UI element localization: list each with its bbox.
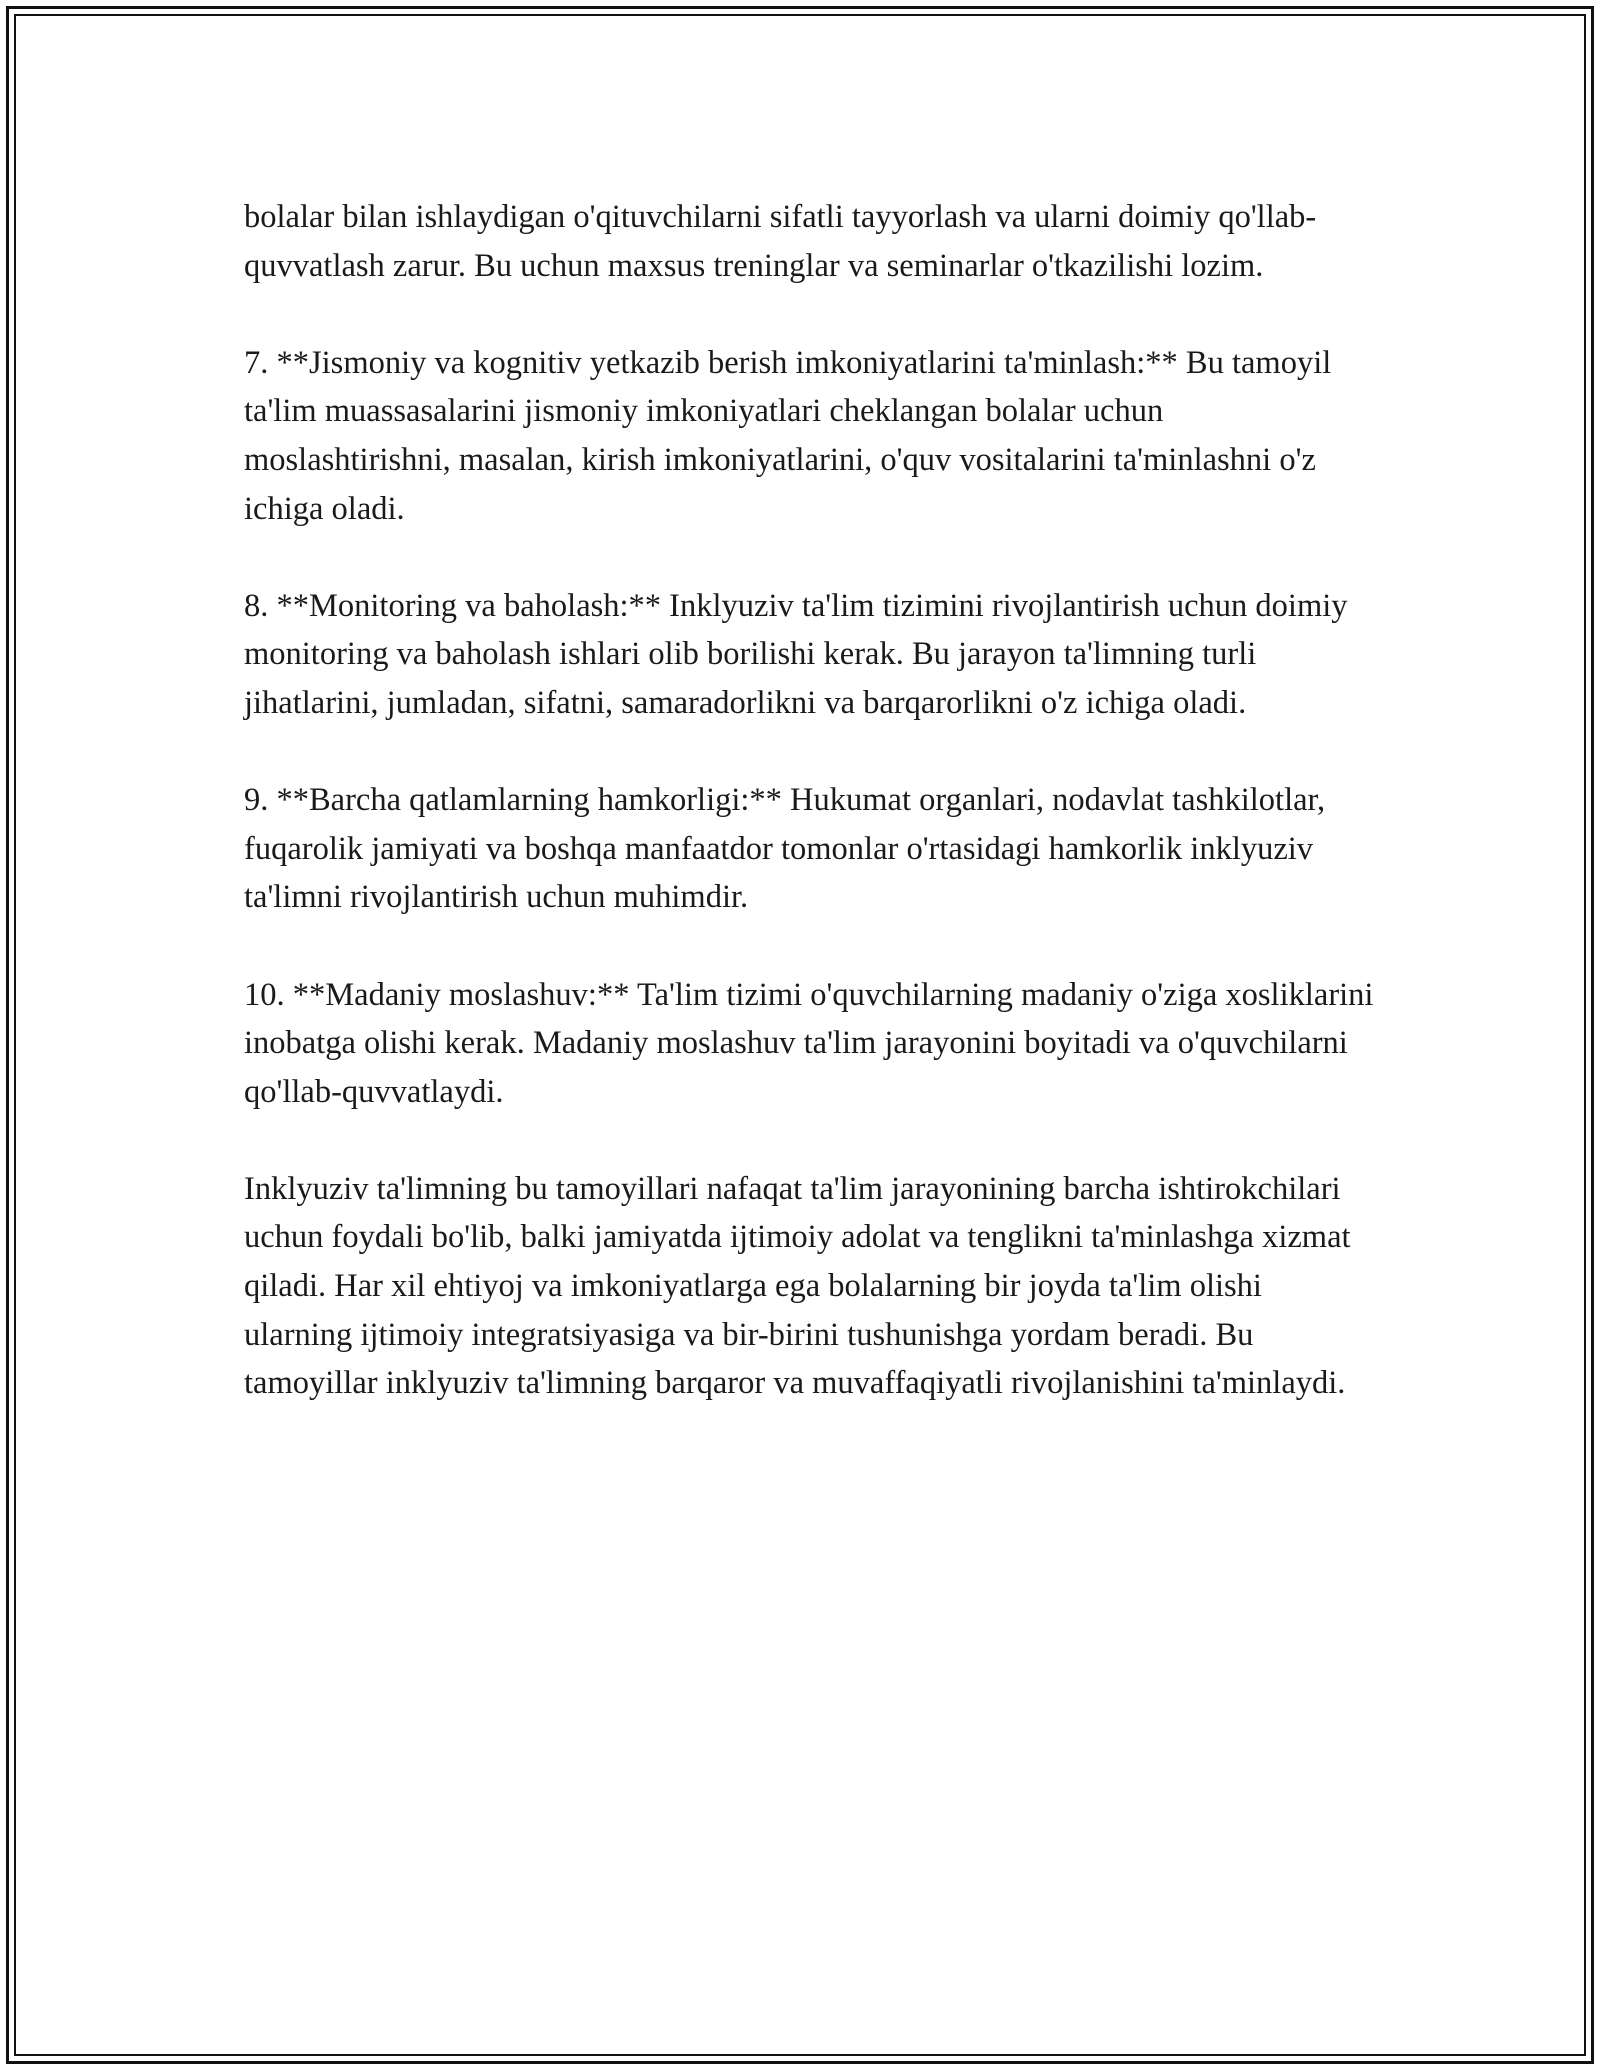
paragraph-continuation: bolalar bilan ishlaydigan o'qituvchilarni sifatli tayyorlash va ularni doimiy qo'llab-quvvatlash zarur. Bu uchun maxsus treninglar va seminarlar o'tkazilishi lozim. <box>244 199 1317 284</box>
paragraph-item-10: 10. **Madaniy moslashuv:** Ta'lim tizimi o'quvchilarning madaniy o'ziga xosliklarini inobatga olishi kerak. Madaniy moslashuv ta'lim jarayonini boyitadi va o'quvchilarni qo'llab-quvvatlaydi. <box>244 976 1374 1110</box>
paragraph-item-7: 7. **Jismoniy va kognitiv yetkazib berish imkoniyatlarini ta'minlash:** Bu tamoyil ta'lim muassasalarini jismoniy imkoniyatlari cheklangan bolalar uchun moslashtirishni, masalan, kirish imkoniyatlarini, o'quv vositalarini ta'minlashni o'z ichiga oladi. <box>244 344 1332 527</box>
page-frame <box>6 6 1594 2064</box>
document-body <box>244 193 1374 1408</box>
paragraph-conclusion: Inklyuziv ta'limning bu tamoyillari nafaqat ta'lim jarayonining barcha ishtirokchilari uchun foydali bo'lib, balki jamiyatda ijtimoiy adolat va tenglikni ta'minlashga xizmat qiladi. Har xil ehtiyoj va imkoniyatlarga ega bolalarning bir joyda ta'lim olishi ularning ijtimoiy integratsiyasiga va bir-birini tushunishga yordam beradi. Bu tamoyillar inklyuziv ta'limning barqaror va muvaffaqiyatli rivojlanishini ta'minlaydi. <box>244 1170 1351 1402</box>
paragraph-item-8: 8. **Monitoring va baholash:** Inklyuziv ta'lim tizimini rivojlantirish uchun doimiy monitoring va baholash ishlari olib borilishi kerak. Bu jarayon ta'limning turli jihatlarini, jumladan, sifatni, samaradorlikni va barqarorlikni o'z ichiga oladi. <box>244 587 1348 721</box>
paragraph-item-9: 9. **Barcha qatlamlarning hamkorligi:** Hukumat organlari, nodavlat tashkilotlar, fuqarolik jamiyati va boshqa manfaatdor tomonlar o'rtasidagi hamkorlik inklyuziv ta'limni rivojlantirish uchun muhimdir. <box>244 782 1326 916</box>
